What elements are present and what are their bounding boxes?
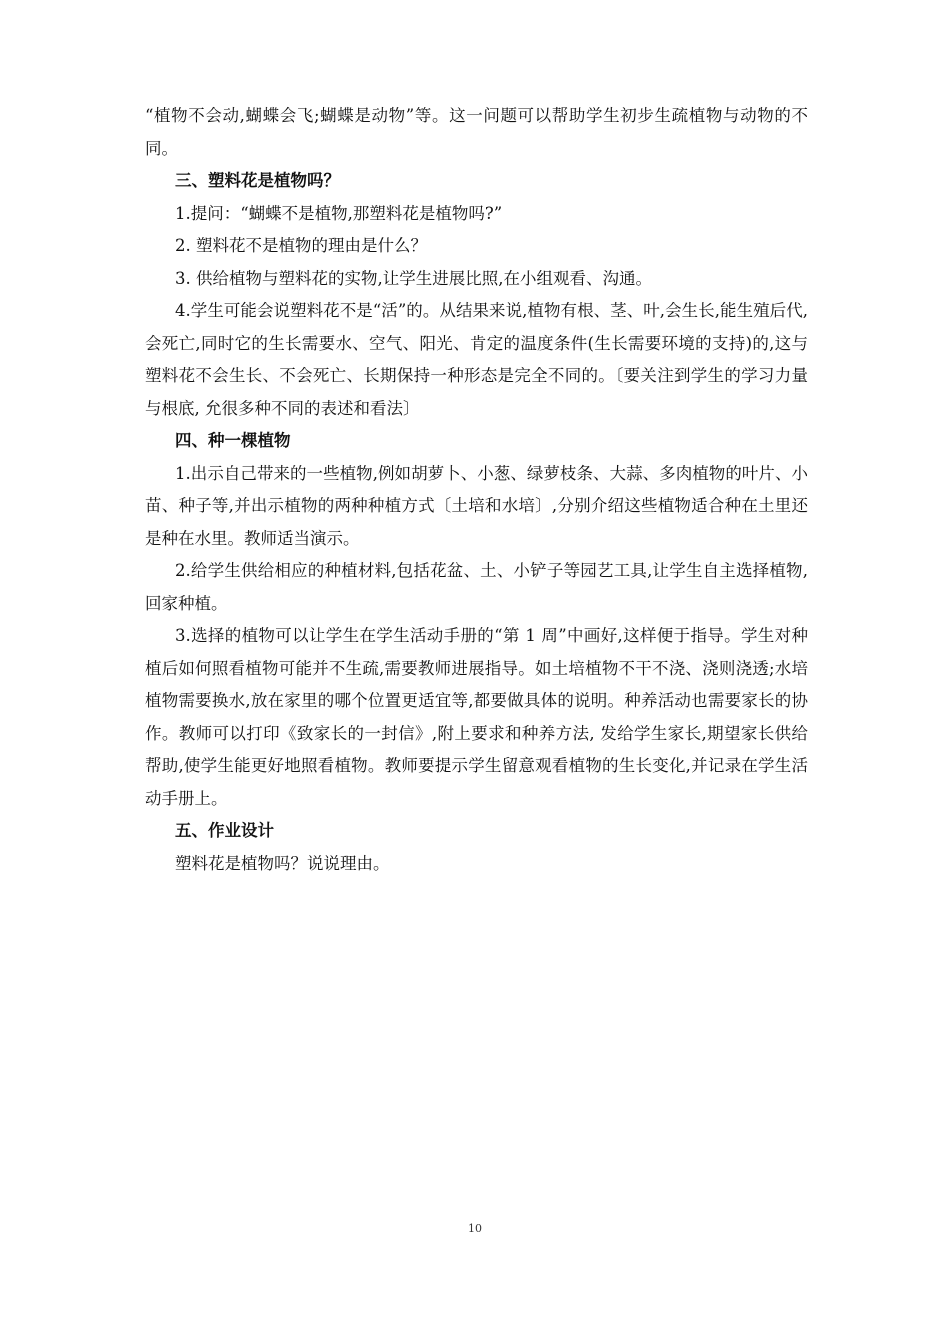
paragraph-5-1: 塑料花是植物吗？说说理由。 <box>175 853 390 873</box>
page-number: 10 <box>468 1222 482 1235</box>
section-heading-3: 三、塑料花是植物吗？ <box>175 171 340 190</box>
document-body <box>145 100 808 880</box>
paragraph-intro: “植物不会动,蝴蝶会飞;蝴蝶是动物”等。这一问题可以帮助学生初步生疏植物与动物的不同。 <box>145 106 808 158</box>
paragraph-3-2: 2. 塑料花不是植物的理由是什么？ <box>175 236 427 255</box>
paragraph-3-3: 3. 供给植物与塑料花的实物,让学生进展比照,在小组观看、沟通。 <box>175 268 652 288</box>
paragraph-4-2: 2.给学生供给相应的种植材料,包括花盆、土、小铲子等园艺工具,让学生自主选择植物,回家种植。 <box>145 561 808 613</box>
section-heading-5: 五、作业设计 <box>175 821 274 840</box>
paragraph-3-1: 1.提问：“蝴蝶不是植物,那塑料花是植物吗?” <box>175 203 503 223</box>
paragraph-4-1: 1.出示自己带来的一些植物,例如胡萝卜、小葱、绿萝枝条、大蒜、多肉植物的叶片、小苗、种子等,并出示植物的两种种植方式〔土培和水培〕,分别介绍这些植物适合种在土里还是种在水里。教师适当演示。 <box>145 463 808 548</box>
paragraph-3-4: 4.学生可能会说塑料花不是“活”的。从结果来说,植物有根、茎、叶,会生长,能生殖后代,会死亡,同时它的生长需要水、空气、阳光、肯定的温度条件(生长需要环境的支持)的,这与塑料花不会生长、不会死亡、长期保持一种形态是完全不同的。〔要关注到学生的学习力量与根底, 允很多种不同的表述和看法〕 <box>145 301 808 418</box>
paragraph-4-3: 3.选择的植物可以让学生在学生活动手册的“第 1 周”中画好,这样便于指导。学生对种植后如何照看植物可能并不生疏,需要教师进展指导。如土培植物不干不浇、浇则浇透;水培植物需要换水,放在家里的哪个位置更适宜等,都要做具体的说明。种养活动也需要家长的协作。教师可以打印《致家长的一封信》,附上要求和种养方法, 发给学生家长,期望家长供给帮助,使学生能更好地照看植物。教师要提示学生留意观看植物的生长变化,并记录在学生活动手册上。 <box>145 626 808 808</box>
section-heading-4: 四、种一棵植物 <box>175 431 291 450</box>
